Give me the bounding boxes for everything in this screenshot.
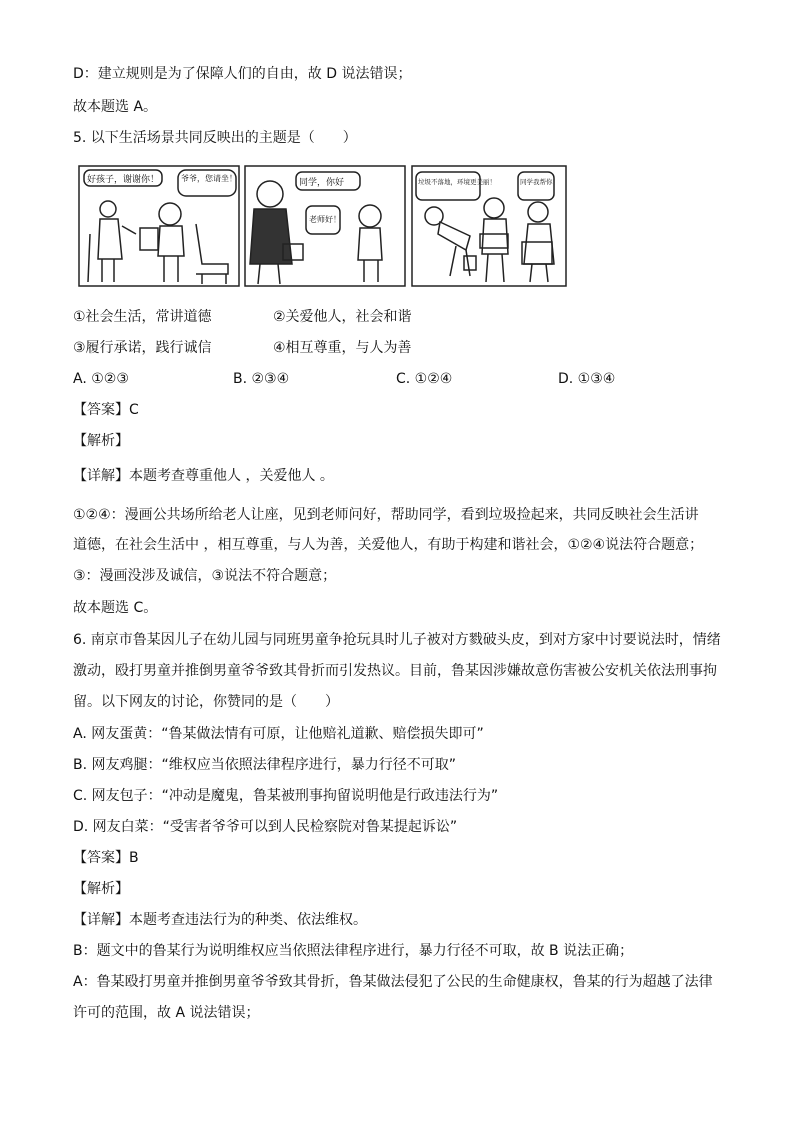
- statement-4: ④相互尊重，与人为善: [273, 340, 412, 356]
- analysis-label: 【解析】: [73, 433, 129, 449]
- statement-1: ①社会生活，常讲道德: [73, 309, 212, 325]
- question-6: 激动，殴打男童并推倒男童爷爷致其骨折而引发热议。目前，鲁某因涉嫌故意伤害被公安机关依法刑事拘: [73, 663, 717, 679]
- answer-label: 【答案】C: [73, 402, 139, 418]
- option-d: D. ①③④: [558, 371, 616, 387]
- answer-label: 【答案】B: [73, 850, 139, 866]
- comic-bubble-text: 垃圾不落地，环境更美丽！: [418, 178, 496, 186]
- option-d: D. 网友白菜：“受害者爷爷可以到人民检察院对鲁某提起诉讼”: [73, 819, 458, 835]
- detail-text: 【详解】本题考查违法行为的种类、依法维权。: [73, 912, 367, 928]
- option-c: C. ①②④: [396, 371, 453, 387]
- analysis-text: ③：漫画没涉及诚信，③说法不符合题意；: [73, 568, 337, 584]
- analysis-text: 故本题选 C。: [73, 600, 158, 616]
- analysis-text: ①②④：漫画公共场所给老人让座，见到老师问好，帮助同学，看到垃圾捡起来，共同反映社会生活讲: [73, 507, 699, 523]
- comic-illustration: [78, 164, 568, 289]
- analysis-text: A：鲁某殴打男童并推倒男童爷爷致其骨折，鲁某做法侵犯了公民的生命健康权，鲁某的行为超越了法律: [73, 974, 713, 990]
- text-line: 故本题选 A。: [73, 99, 158, 115]
- detail-text: 【详解】本题考查尊重他人 ，关爱他人 。: [73, 468, 334, 484]
- analysis-text: 许可的范围，故 A 说法错误；: [73, 1005, 260, 1021]
- comic-bubble-text: 同学我帮你！: [520, 178, 559, 186]
- option-a: A. ①②③: [73, 371, 129, 387]
- comic-bubble-text: 老师好！: [309, 215, 341, 224]
- text-line: D：建立规则是为了保障人们的自由，故 D 说法错误；: [73, 66, 412, 82]
- comic-bubble-text: 爷爷，您请坐！: [181, 174, 237, 183]
- question-5: 5. 以下生活场景共同反映出的主题是（ ）: [73, 130, 357, 146]
- comic-bubble-text: 同学，你好: [299, 178, 345, 188]
- option-c: C. 网友包子：“冲动是魔鬼，鲁某被刑事拘留说明他是行政违法行为”: [73, 788, 499, 804]
- option-b: B. 网友鸡腿：“维权应当依照法律程序进行，暴力行径不可取”: [73, 757, 457, 773]
- statement-3: ③履行承诺，践行诚信: [73, 340, 212, 356]
- comic-bubble-text: 好孩子，谢谢你！: [87, 175, 160, 185]
- analysis-text: 道德，在社会生活中 ，相互尊重，与人为善，关爱他人，有助于构建和谐社会，①②④说法符合题意；: [73, 537, 704, 553]
- analysis-text: B：题文中的鲁某行为说明维权应当依照法律程序进行，暴力行径不可取，故 B 说法正确；: [73, 943, 634, 959]
- question-6: 留。以下网友的讨论，你赞同的是（ ）: [73, 694, 339, 710]
- statement-2: ②关爱他人，社会和谐: [273, 309, 412, 325]
- option-a: A. 网友蛋黄：“鲁某做法情有可原，让他赔礼道歉、赔偿损失即可”: [73, 726, 484, 742]
- option-b: B. ②③④: [233, 371, 290, 387]
- question-6: 6. 南京市鲁某因儿子在幼儿园与同班男童争抢玩具时儿子被对方戮破头皮，到对方家中讨要说法时，情绪: [73, 632, 721, 648]
- analysis-label: 【解析】: [73, 881, 129, 897]
